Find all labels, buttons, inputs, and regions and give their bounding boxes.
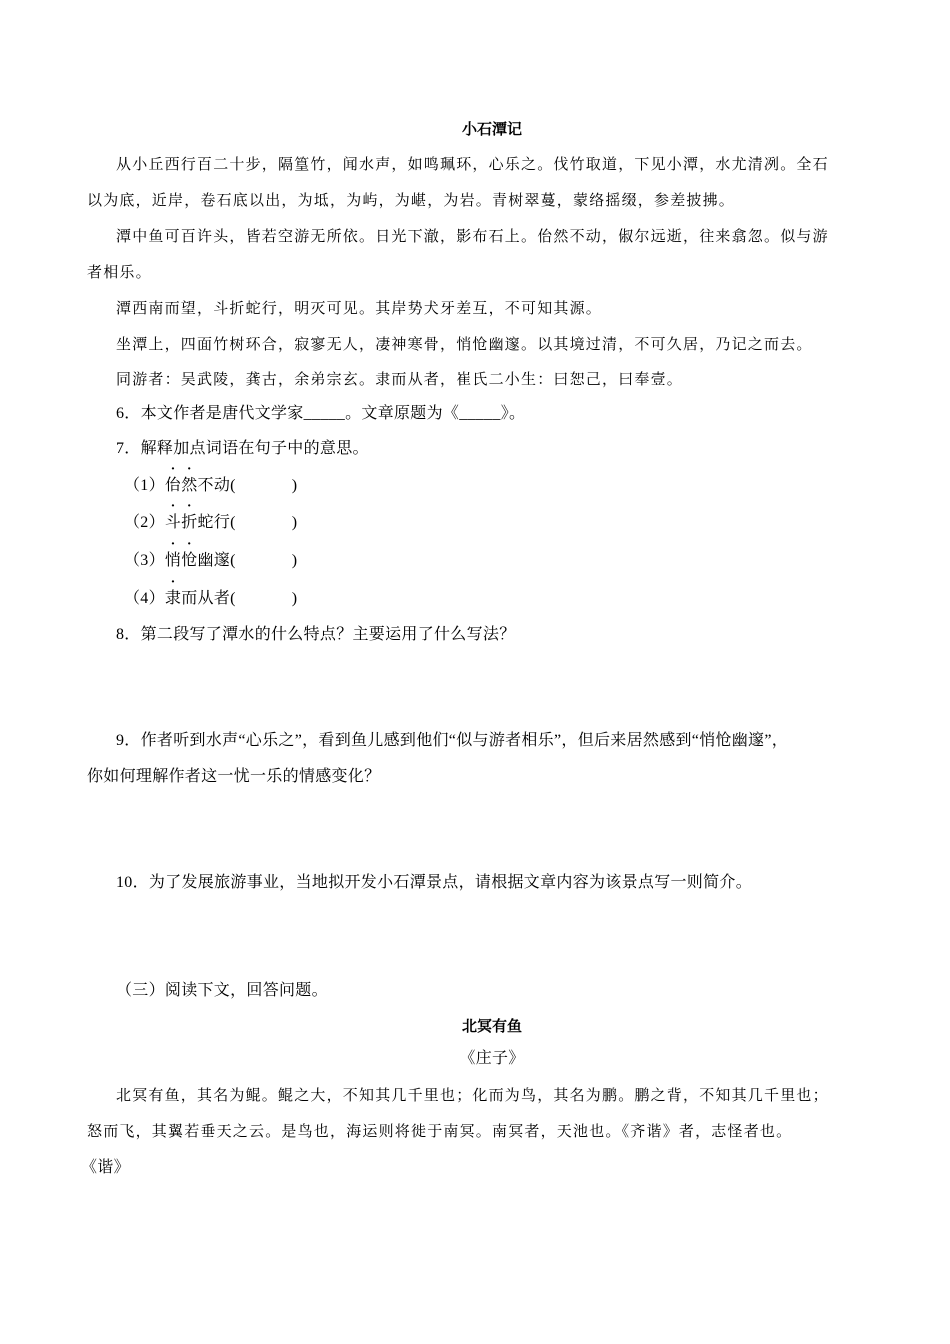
section-heading: （三）阅读下文，回答问题。 xyxy=(116,982,328,999)
question-9-cont: 你如何理解作者这一忧一乐的情感变化？ xyxy=(87,768,381,785)
dotted-char: 折 xyxy=(181,514,198,531)
item-text: 不动( xyxy=(197,477,236,494)
item-text: 幽邃( xyxy=(197,552,236,569)
passage-line: 坐潭上，四面竹树环合，寂寥无人，凄神寒骨，悄怆幽邃。以其境过清，不可久居，乃记之而去。 xyxy=(116,335,813,353)
question-7-item xyxy=(124,551,297,571)
passage2-line: 《谐》 xyxy=(81,1159,130,1176)
passage-line: 同游者：吴武陵，龚古，余弟宗玄。隶而从者，崔氏二小生：曰恕己，曰奉壹。 xyxy=(116,370,684,388)
item-number: （1） xyxy=(124,477,165,494)
passage-line: 以为底，近岸，卷石底以出，为坻，为屿，为嵁，为岩。青树翠蔓，蒙络摇缀，参差披拂。 xyxy=(87,191,736,209)
item-number: （3） xyxy=(124,552,165,569)
item-text: 而从者( xyxy=(181,590,236,607)
dotted-char: 悄 xyxy=(164,552,182,569)
question-7-item xyxy=(124,476,297,496)
item-number: （2） xyxy=(124,514,165,531)
dotted-char: 然 xyxy=(181,477,198,494)
question-6: 6．本文作者是唐代文学家_____。文章原题为《_____》。 xyxy=(116,405,526,422)
passage-line: 从小丘西行百二十步，隔篁竹，闻水声，如鸣珮环，心乐之。伐竹取道，下见小潭，水尤清冽。全石 xyxy=(116,155,829,173)
question-8: 8．第二段写了潭水的什么特点？主要运用了什么写法？ xyxy=(116,626,516,643)
question-7-item xyxy=(124,513,297,533)
passage2-line: 怒而飞，其翼若垂天之云。是鸟也，海运则将徙于南冥。南冥者，天池也。《齐谐》者，志怪者也。 xyxy=(87,1122,793,1140)
question-10: 10．为了发展旅游事业，当地拟开发小石潭景点，请根据文章内容为该景点写一则简介。 xyxy=(116,874,753,891)
passage-line: 者相乐。 xyxy=(87,263,152,281)
question-7-item xyxy=(124,589,297,609)
dotted-char: 隶 xyxy=(164,590,182,607)
close-paren: ) xyxy=(291,590,298,607)
close-paren: ) xyxy=(291,514,298,531)
close-paren: ) xyxy=(291,552,298,569)
item-number: （4） xyxy=(124,590,165,607)
passage-line: 潭中鱼可百许头，皆若空游无所依。日光下澈，影布石上。佁然不动，俶尔远逝，往来翕忽。似与游 xyxy=(116,227,829,245)
passage-line: 潭西南而望，斗折蛇行，明灭可见。其岸势犬牙差互，不可知其源。 xyxy=(116,299,603,317)
passage2-author: 《庄子》 xyxy=(459,1050,525,1067)
passage2-title: 北冥有鱼 xyxy=(461,1017,522,1035)
dotted-char: 佁 xyxy=(164,477,182,494)
question-7: 7．解释加点词语在句子中的意思。 xyxy=(116,440,369,457)
close-paren: ) xyxy=(291,477,298,494)
dotted-char: 斗 xyxy=(164,514,182,531)
dotted-char: 怆 xyxy=(181,552,198,569)
passage2-line: 北冥有鱼，其名为鲲。鲲之大，不知其几千里也；化而为鸟，其名为鹏。鹏之背，不知其几千里也； xyxy=(116,1086,829,1104)
item-text: 蛇行( xyxy=(197,514,236,531)
question-9: 9．作者听到水声“心乐之”，看到鱼儿感到他们“似与游者相乐”，但后来居然感到“悄怆幽邃”， xyxy=(116,732,789,749)
passage-title: 小石潭记 xyxy=(461,120,522,138)
